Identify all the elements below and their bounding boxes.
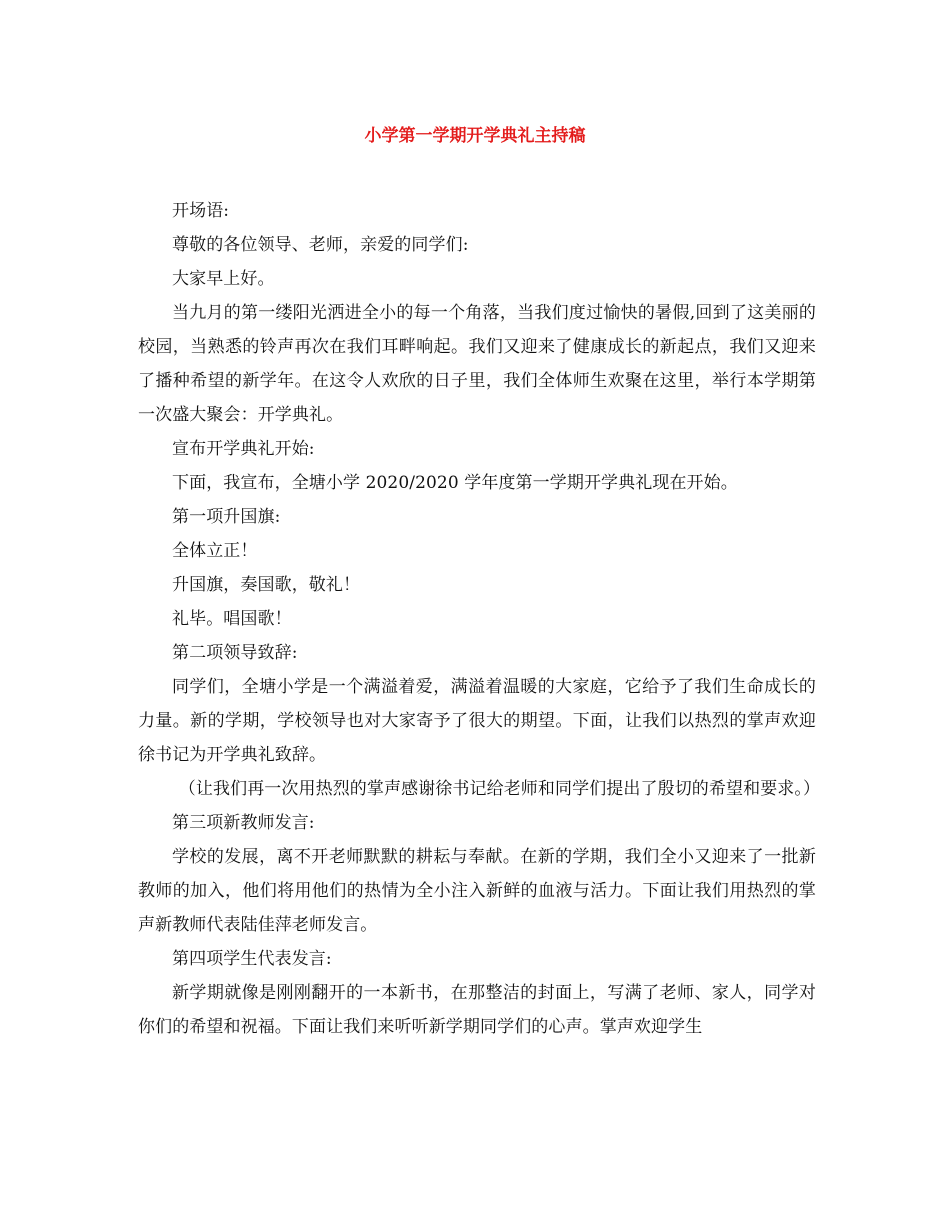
paragraph-anthem: 礼毕。唱国歌！: [172, 609, 292, 629]
paragraph-item-2-label: 第二项领导致辞:: [172, 643, 298, 663]
paragraph-student-intro: 新学期就像是刚刚翻开的一本新书，在那整洁的封面上，写满了老师、家人，同学对你们的希望和祝福。下面让我们来听听新学期同学们的心声。掌声欢迎学生: [138, 983, 816, 1037]
document-body: [138, 194, 821, 1044]
paragraph-announce-label: 宣布开学典礼开始:: [172, 439, 315, 459]
paragraph-leader-intro: 同学们，全塘小学是一个满溢着爱，满溢着温暖的大家庭，它给予了我们生命成长的力量。新的学期，学校领导也对大家寄予了很大的期望。下面，让我们以热烈的掌声欢迎徐书记为开学典礼致辞。: [138, 677, 816, 765]
paragraph-item-3-label: 第三项新教师发言:: [172, 813, 315, 833]
paragraph-item-4-label: 第四项学生代表发言:: [172, 949, 332, 969]
paragraph-thanks: （让我们再一次用热烈的掌声感谢徐书记给老师和同学们提出了殷切的希望和要求。）: [178, 779, 821, 799]
paragraph-teacher-intro: 学校的发展，离不开老师默默的耕耘与奉献。在新的学期，我们全小又迎来了一批新教师的加入，他们将用他们的热情为全小注入新鲜的血液与活力。下面让我们用热烈的掌声新教师代表陆佳萍老师发言。: [138, 847, 816, 935]
paragraph-greeting: 大家早上好。: [172, 269, 275, 289]
paragraph-item-1-label: 第一项升国旗:: [172, 507, 281, 527]
paragraph-flag-raising: 升国旗，奏国歌，敬礼！: [172, 575, 361, 595]
paragraph-opening-label: 开场语:: [172, 201, 230, 221]
document-title: 小学第一学期开学典礼主持稿: [364, 126, 586, 146]
paragraph-opening-speech: 当九月的第一缕阳光洒进全小的每一个角落，当我们度过愉快的暑假,回到了这美丽的校园，当熟悉的铃声再次在我们耳畔响起。我们又迎来了健康成长的新起点，我们又迎来了播种希望的新学年。在这令人欢欣的日子里，我们全体师生欢聚在这里，举行本学期第一次盛大聚会：开学典礼。: [138, 303, 816, 425]
paragraph-announce: 下面，我宣布，全塘小学 2020/2020 学年度第一学期开学典礼现在开始。: [172, 473, 738, 493]
paragraph-attention: 全体立正！: [172, 541, 258, 561]
paragraph-salutation: 尊敬的各位领导、老师，亲爱的同学们:: [172, 235, 469, 255]
